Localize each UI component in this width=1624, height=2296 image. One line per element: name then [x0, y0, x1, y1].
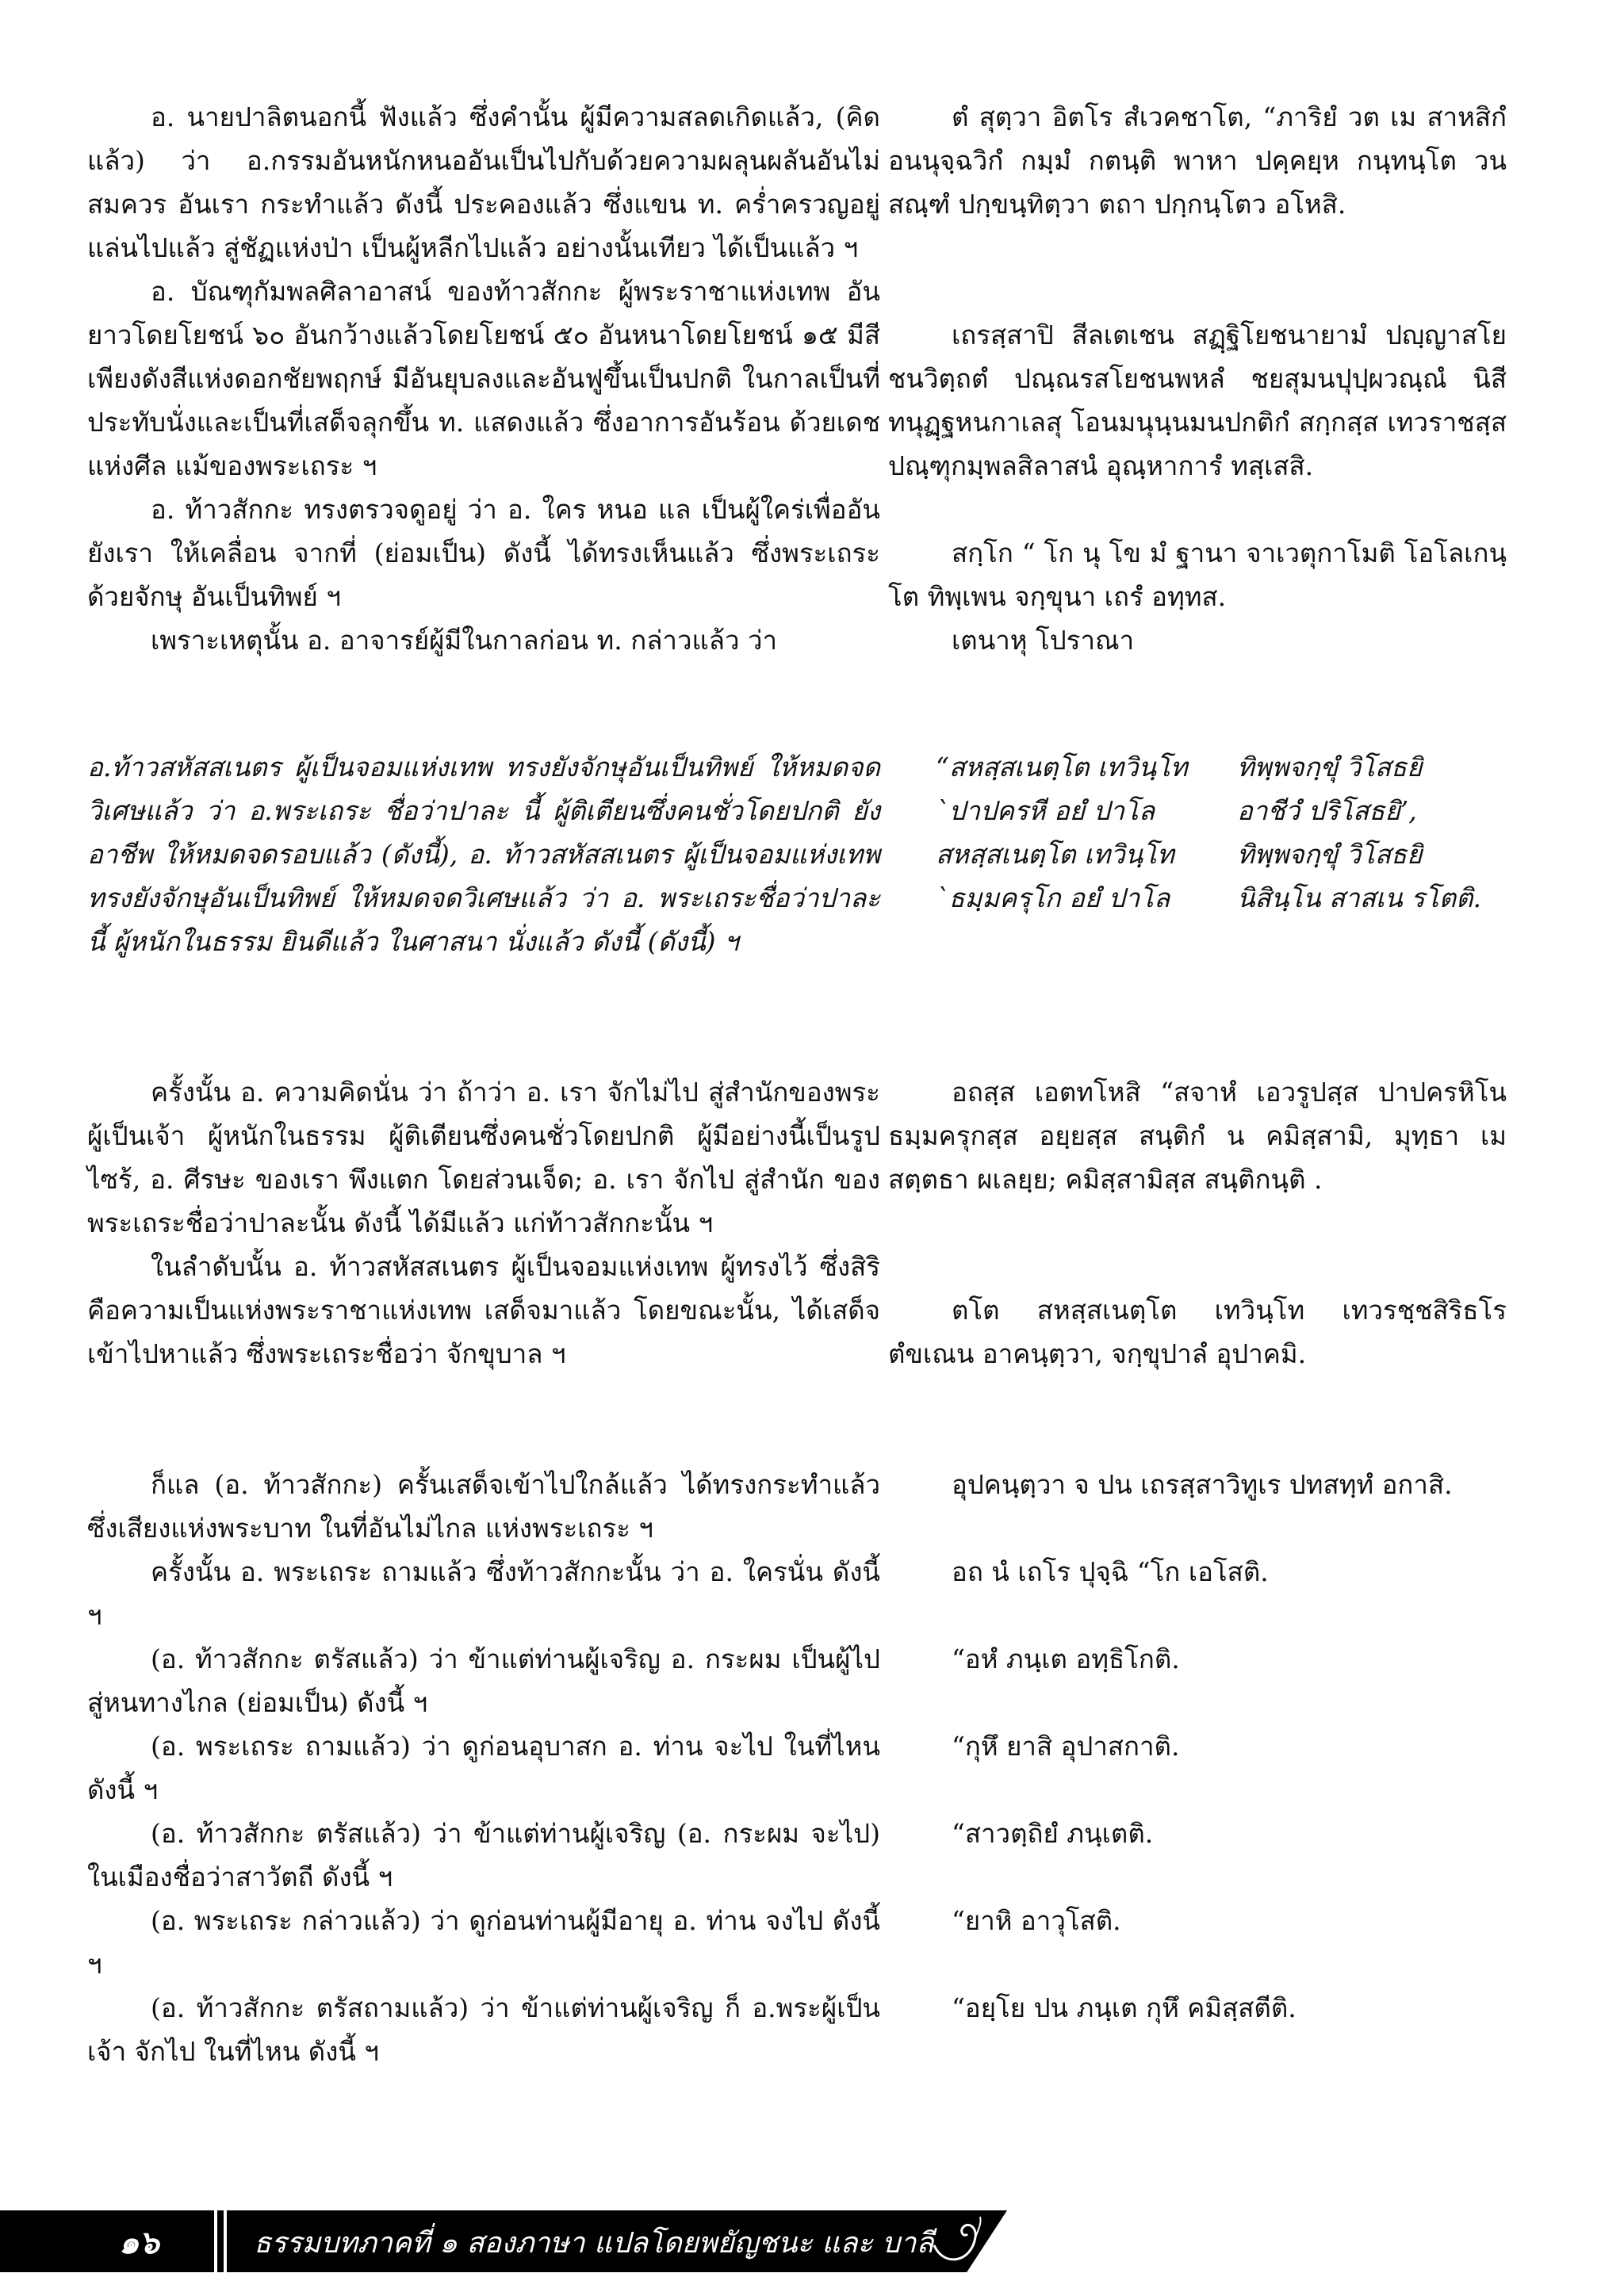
pali-paragraph: “อยฺโย ปน ภนฺเต กุหึ คมิสฺสตีติ.	[952, 1992, 1297, 2023]
pali-column	[888, 95, 1507, 662]
thai-paragraph: ในลำดับนั้น อ. ท้าวสหัสสเนตร ผู้เป็นจอมแห่งเทพ ผู้ทรงไว้ ซึ่งสิริคือความเป็นแห่งพระราชาแห่งเทพ เสด็จมาแล้ว โดยขณะนั้น, ได้เสด็จเข้าไปหาแล้ว ซึ่งพระเถระชื่อว่า จักขุบาล ฯ	[87, 1251, 880, 1369]
pali-paragraph: อุปคนฺตฺวา จ ปน เถรสฺสาวิทูเร ปทสทฺทํ อกาสิ.	[952, 1469, 1453, 1500]
pali-paragraph: เถรสฺสาปิ สีลเตเชน สฏฺฐิโยชนายามํ ปญฺญาสโยชนวิตฺถตํ ปณฺณรสโยชนพหลํ ชยสุมนปุปฺผวณฺณํ นิสีทนุฏฺฐหนกาเลสุ โอนมนุนฺนมนปกติกํ สกฺกสฺส เทวราชสฺส ปณฺฑุกมฺพลสิลาสนํ อุณฺหาการํ ทสฺเสสิ.	[888, 320, 1507, 481]
verse-half: `ธมฺมครุโก อยํ ปาโล	[936, 882, 1170, 913]
pali-paragraph: ตํ สุตฺวา อิตโร สํเวคชาโต, “ภาริยํ วต เม สาหสิกํ อนนุจฺฉวิกํ กมฺมํ กตนฺติ พาหา ปคฺคยฺห กนฺทนฺโต วนสณฺฑํ ปกฺขนฺทิตฺวา ตถา ปกฺกนฺโตว อโหสิ.	[888, 101, 1507, 220]
pali-paragraph: “กุหึ ยาสิ อุปาสกาติ.	[952, 1731, 1180, 1762]
thai-verse-text: อ.ท้าวสหัสสเนตร ผู้เป็นจอมแห่งเทพ ทรงยังจักษุอันเป็นทิพย์ ให้หมดจดวิเศษแล้ว ว่า อ.พระเถระ ชื่อว่าปาละ นี้ ผู้ติเตียนซึ่งคนชั่วโดยปกติ ยังอาชีพ ให้หมดจดรอบแล้ว (ดังนี้), อ. ท้าวสหัสสเนตร ผู้เป็นจอมแห่งเทพ ทรงยังจักษุอันเป็นทิพย์ ให้หมดจดวิเศษแล้ว ว่า อ. พระเถระชื่อว่าปาละ นี้ ผู้หนักในธรรม ยินดีแล้ว ในศาสนา นั่งแล้ว ดังนี้ (ดังนี้) ฯ	[87, 752, 880, 957]
verse-half: อาชีวํ ปริโสธยิ’,	[1237, 795, 1417, 826]
swirl-ornament-icon	[928, 2214, 983, 2269]
pali-paragraph: สกฺโก “ โก นุ โข มํ ฐานา จาเวตุกาโมติ โอโลเกนฺโต ทิพฺเพน จกฺขุนา เถรํ อทฺทส.	[888, 538, 1507, 612]
verse-half: นิสินฺโน สาสเน รโตติ.	[1237, 882, 1481, 913]
thai-paragraph: อ. บัณฑุกัมพลศิลาอาสน์ ของท้าวสักกะ ผู้พระราชาแห่งเทพ อันยาวโดยโยชน์ ๖๐ อันกว้างแล้วโดยโยชน์ ๕๐ อันหนาโดยโยชน์ ๑๕ มีสีเพียงดังสีแห่งดอกชัยพฤกษ์ มีอันยุบลงและอันฟูขึ้นเป็นปกติ ในกาลเป็นที่ประทับนั่งและเป็นที่เสด็จลุกขึ้น ท. แสดงแล้ว ซึ่งอาการอันร้อน ด้วยเดชแห่งศีล แม้ของพระเถระ ฯ	[87, 276, 880, 481]
thai-paragraph: ครั้งนั้น อ. ความคิดนั่น ว่า ถ้าว่า อ. เรา จักไม่ไป สู่สำนักของพระผู้เป็นเจ้า ผู้หนักในธรรม ผู้ติเตียนซึ่งคนชั่วโดยปกติ ผู้มีอย่างนี้เป็นรูปไซร้, อ. ศีรษะ ของเรา พึงแตก โดยส่วนเจ็ด; อ. เรา จักไป สู่สำนัก ของพระเถระชื่อว่าปาละนั้น ดังนี้ ได้มีแล้ว แก่ท้าวสักกะนั้น ฯ	[87, 1077, 880, 1238]
thai-paragraph: (อ. พระเถระ กล่าวแล้ว) ว่า ดูก่อนท่านผู้มีอายุ อ. ท่าน จงไป ดังนี้ ฯ	[87, 1905, 880, 1980]
pali-paragraph: เตนาหุ โปราณา	[952, 625, 1135, 656]
pali-paragraph: “สาวตฺถิยํ ภนฺเตติ.	[952, 1818, 1154, 1849]
footer-divider	[214, 2210, 217, 2272]
thai-paragraph: (อ. ท้าวสักกะ ตรัสแล้ว) ว่า ข้าแต่ท่านผู้เจริญ (อ. กระผม จะไป) ในเมืองชื่อว่าสาวัตถี ดังนี้ ฯ	[87, 1818, 880, 1892]
verse-line	[936, 789, 1554, 832]
footer-divider	[224, 2210, 227, 2272]
pali-paragraph: อถสฺส เอตทโหสิ “สจาหํ เอวรูปสฺส ปาปครหิโน ธมฺมครุกสฺส อยฺยสฺส สนฺติกํ น คมิสฺสามิ, มุทฺธา เม สตฺตธา ผเลยฺย; คมิสฺสามิสฺส สนฺติกนฺติ .	[888, 1077, 1507, 1195]
pali-paragraph: ตโต สหสฺสเนตฺโต เทวินฺโท เทวรชฺชสิริธโร ตํขเณน อาคนฺตฺวา, จกฺขุปาลํ อุปาคมิ.	[888, 1295, 1507, 1369]
pali-verse	[936, 745, 1554, 920]
verse-half: สหสฺสเนตฺโต เทวินฺโท	[936, 839, 1174, 870]
thai-column	[87, 95, 880, 662]
pali-column	[888, 1070, 1507, 1376]
thai-paragraph: (อ. ท้าวสักกะ ตรัสถามแล้ว) ว่า ข้าแต่ท่านผู้เจริญ ก็ อ.พระผู้เป็นเจ้า จักไป ในที่ไหน ดังนี้ ฯ	[87, 1992, 880, 2067]
thai-paragraph: เพราะเหตุนั้น อ. อาจารย์ผู้มีในกาลก่อน ท. กล่าวแล้ว ว่า	[151, 625, 778, 656]
verse-line	[936, 876, 1554, 920]
footer-title: ธรรมบทภาคที่ ๑ สองภาษา แปลโดยพยัญชนะ และ บาลี	[254, 2227, 934, 2260]
pali-paragraph: อถ นํ เถโร ปุจฺฉิ “โก เอโสติ.	[952, 1556, 1269, 1587]
page-number: ๑๖	[119, 2224, 159, 2261]
verse-line	[936, 832, 1554, 876]
thai-paragraph: (อ. ท้าวสักกะ ตรัสแล้ว) ว่า ข้าแต่ท่านผู้เจริญ อ. กระผม เป็นผู้ไปสู่หนทางไกล (ย่อมเป็น) ดังนี้ ฯ	[87, 1644, 880, 1718]
thai-paragraph: (อ. พระเถระ ถามแล้ว) ว่า ดูก่อนอุบาสก อ. ท่าน จะไป ในที่ไหน ดังนี้ ฯ	[87, 1731, 880, 1805]
pali-paragraph: “ยาหิ อาวุโสติ.	[952, 1905, 1121, 1936]
verse-half: ทิพฺพจกฺขุํ วิโสธยิ	[1237, 839, 1423, 870]
verse-line	[936, 745, 1554, 789]
thai-paragraph: อ. นายปาลิตนอกนี้ ฟังแล้ว ซึ่งคำนั้น ผู้มีความสลดเกิดแล้ว, (คิดแล้ว) ว่า อ.กรรมอันหนักหนออันเป็นไปกับด้วยความผลุนผลันอันไม่สมควร อันเรา กระทำแล้ว ดังนี้ ประคองแล้ว ซึ่งแขน ท. คร่ำครวญอยู่ แล่นไปแล้ว สู่ชัฏแห่งป่า เป็นผู้หลีกไปแล้ว อย่างนั้นเทียว ได้เป็นแล้ว ฯ	[87, 101, 880, 263]
verse-half: `ปาปครหี อยํ ปาโล	[936, 795, 1155, 826]
pali-paragraph: “อหํ ภนฺเต อทฺธิโกติ.	[952, 1644, 1180, 1674]
thai-column	[87, 1070, 880, 1376]
thai-paragraph: ก็แล (อ. ท้าวสักกะ) ครั้นเสด็จเข้าไปใกล้แล้ว ได้ทรงกระทำแล้ว ซึ่งเสียงแห่งพระบาท ในที่อันไม่ไกล แห่งพระเถระ ฯ	[87, 1469, 880, 1544]
thai-paragraph: อ. ท้าวสักกะ ทรงตรวจดูอยู่ ว่า อ. ใคร หนอ แล เป็นผู้ใคร่เพื่ออัน ยังเรา ให้เคลื่อน จากที่ (ย่อมเป็น) ดังนี้ ได้ทรงเห็นแล้ว ซึ่งพระเถระ ด้วยจักษุ อันเป็นทิพย์ ฯ	[87, 494, 880, 612]
verse-half: “สหสฺสเนตฺโต เทวินฺโท	[936, 752, 1188, 783]
thai-verse	[87, 745, 880, 963]
thai-paragraph: ครั้งนั้น อ. พระเถระ ถามแล้ว ซึ่งท้าวสักกะนั้น ว่า อ. ใครนั่น ดังนี้ ฯ	[87, 1556, 880, 1631]
verse-half: ทิพฺพจกฺขุํ วิโสธยิ	[1237, 752, 1423, 783]
